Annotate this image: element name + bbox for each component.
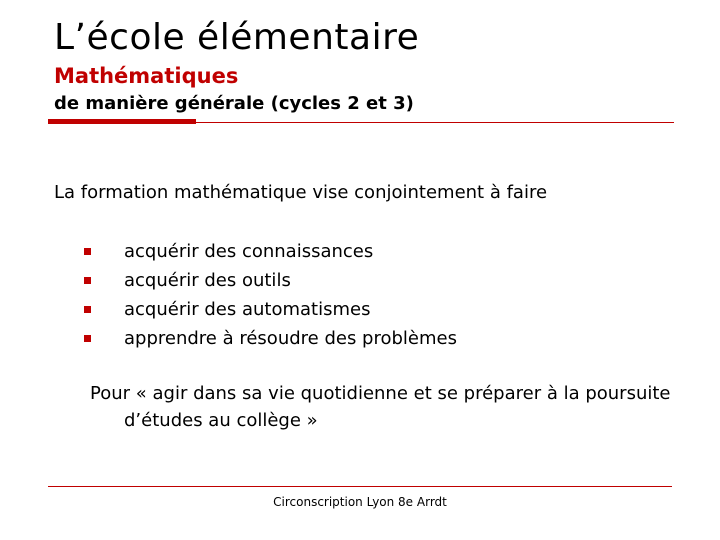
header-divider-line [48,122,674,123]
list-item [84,295,457,324]
square-bullet-icon [84,277,91,284]
list-item [84,324,457,353]
intro-text: La formation mathématique vise conjointement à faire [54,182,548,203]
list-item-text: apprendre à résoudre des problèmes [124,328,457,349]
list-item-text: acquérir des outils [124,270,291,291]
slide-subtitle-secondary: de manière générale (cycles 2 et 3) [54,93,414,114]
square-bullet-icon [84,306,91,313]
footer-text: Circonscription Lyon 8e Arrdt [273,495,447,509]
list-item-text: acquérir des automatismes [124,299,371,320]
slide-title: L’école élémentaire [54,17,420,58]
footer-divider-line [48,486,672,487]
list-item-text: acquérir des connaissances [124,241,374,262]
list-item [84,266,457,295]
slide-subtitle: Mathématiques [54,64,239,88]
list-item [84,237,457,266]
square-bullet-icon [84,248,91,255]
quote-text: Pour « agir dans sa vie quotidienne et se préparer à la poursuite d’études au collège » [90,383,671,431]
bullet-list [84,237,457,353]
square-bullet-icon [84,335,91,342]
